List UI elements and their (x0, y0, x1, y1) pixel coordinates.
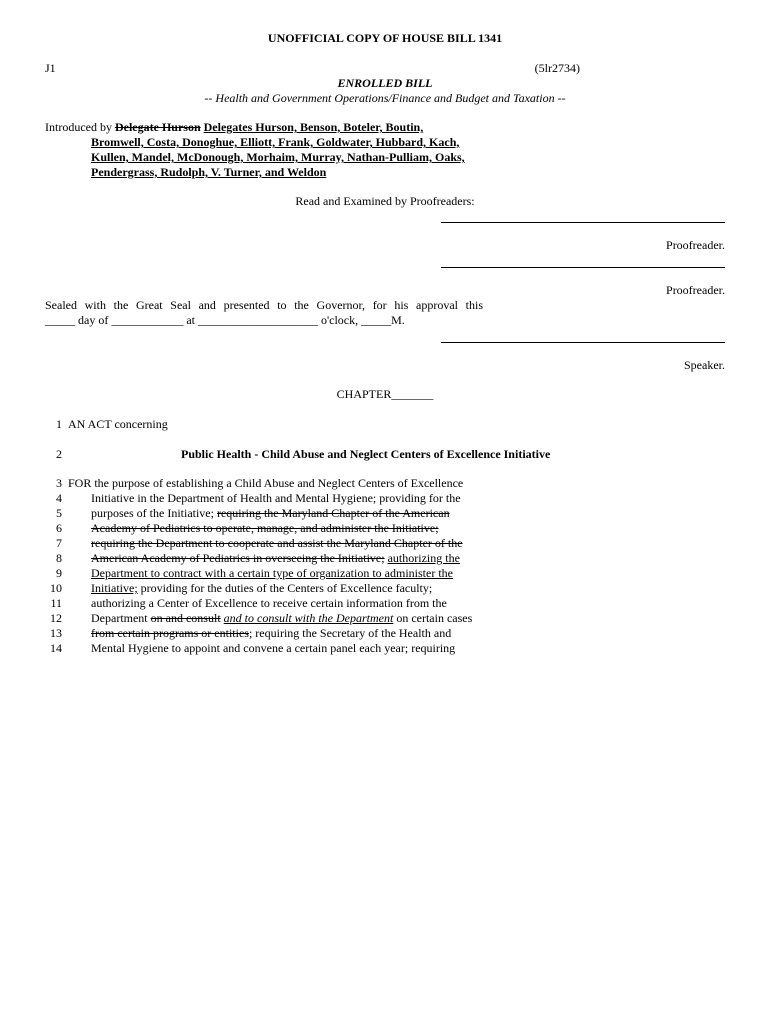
struck-underlined-text: Department to contract with a certain type of organization to administer the (91, 566, 453, 580)
purpose-line (91, 626, 451, 641)
speaker-label: Speaker. (684, 358, 725, 372)
line-number: 10 (50, 581, 62, 595)
bill-code-right: (5lr2734) (534, 61, 580, 75)
text-segment: providing for the duties of the Centers of Excellence faculty; (140, 581, 433, 595)
line-number: 4 (56, 491, 62, 505)
struck-underlined-text: Initiative; (91, 581, 138, 595)
purpose-line: Mental Hygiene to appoint and convene a certain panel each year; requiring (91, 641, 456, 655)
text-segment: ; requiring the Secretary of the Health and (248, 626, 452, 640)
sealed-line-2: _____ day of ____________ at ____________________ o'clock, _____M. (45, 313, 405, 327)
proofreader-signature-line-1 (441, 222, 725, 223)
struck-text: Academy of Pediatrics to operate, manage, and administer the Initiative; (91, 521, 439, 535)
proofreader-label-1: Proofreader. (666, 238, 725, 252)
inserted-text: and to consult with the Department (223, 611, 394, 625)
struck-text: on and consult (150, 611, 221, 625)
sealed-line-1: Sealed with the Great Seal and presented to the Governor, for his approval this (45, 298, 483, 312)
bill-code-left: J1 (45, 61, 56, 75)
introduced-line-1 (45, 120, 423, 135)
text-segment: on certain cases (396, 611, 473, 625)
purpose-line (91, 611, 472, 626)
line-number: 13 (50, 626, 62, 640)
document-title: UNOFFICIAL COPY OF HOUSE BILL 1341 (267, 31, 503, 45)
purpose-line: Initiative in the Department of Health and Mental Hygiene; providing for the (91, 491, 461, 505)
struck-text: requiring the Maryland Chapter of the American (216, 506, 450, 520)
proofreaders-heading: Read and Examined by Proofreaders: (295, 194, 475, 208)
purpose-line: authorizing a Center of Excellence to receive certain information from the (91, 596, 447, 610)
proofreader-label-2: Proofreader. (666, 283, 725, 297)
line-number: 5 (56, 506, 62, 520)
line-number: 7 (56, 536, 62, 550)
text-segment: purposes of the Initiative; (91, 506, 214, 520)
committees-line: -- Health and Government Operations/Finance and Budget and Taxation -- (204, 91, 566, 105)
bill-subject: Public Health - Child Abuse and Neglect Centers of Excellence Initiative (181, 447, 551, 461)
line-number: 8 (56, 551, 62, 565)
introduced-prefix: Introduced by (45, 120, 112, 134)
line-number: 1 (56, 417, 62, 431)
struck-text: requiring the Department to cooperate and assist the Maryland Chapter of the (91, 536, 463, 550)
sponsors-line-3: Kullen, Mandel, McDonough, Morhaim, Murray, Nathan-Pulliam, Oaks, (91, 150, 465, 164)
purpose-line (91, 506, 450, 521)
text-segment: Department (91, 611, 148, 625)
sponsors-line-1: Delegates Hurson, Benson, Boteler, Boutin, (203, 120, 424, 134)
chapter-line: CHAPTER_______ (336, 387, 434, 401)
struck-sponsor: Delegate Hurson (114, 120, 201, 134)
purpose-line: FOR the purpose of establishing a Child Abuse and Neglect Centers of Excellence (68, 476, 464, 490)
sponsors-line-2: Bromwell, Costa, Donoghue, Elliott, Frank, Goldwater, Hubbard, Kach, (91, 135, 460, 149)
struck-text: American Academy of Pediatrics in overseeing the Initiative; (91, 551, 385, 565)
line-number: 6 (56, 521, 62, 535)
speaker-signature-line (441, 342, 725, 343)
line-number: 14 (50, 641, 62, 655)
enrolled-heading: ENROLLED BILL (337, 76, 433, 90)
sponsors-line-4: Pendergrass, Rudolph, V. Turner, and Weldon (91, 165, 327, 179)
struck-underlined-text: authorizing the (387, 551, 460, 565)
line-number: 2 (56, 447, 62, 461)
struck-text: from certain programs or entities (91, 626, 249, 640)
line-number: 11 (50, 596, 62, 610)
proofreader-signature-line-2 (441, 267, 725, 268)
line-number: 3 (56, 476, 62, 490)
line-number: 12 (50, 611, 62, 625)
purpose-line (91, 581, 432, 596)
line-number: 9 (56, 566, 62, 580)
act-concerning: AN ACT concerning (68, 417, 168, 431)
purpose-line (91, 551, 460, 566)
